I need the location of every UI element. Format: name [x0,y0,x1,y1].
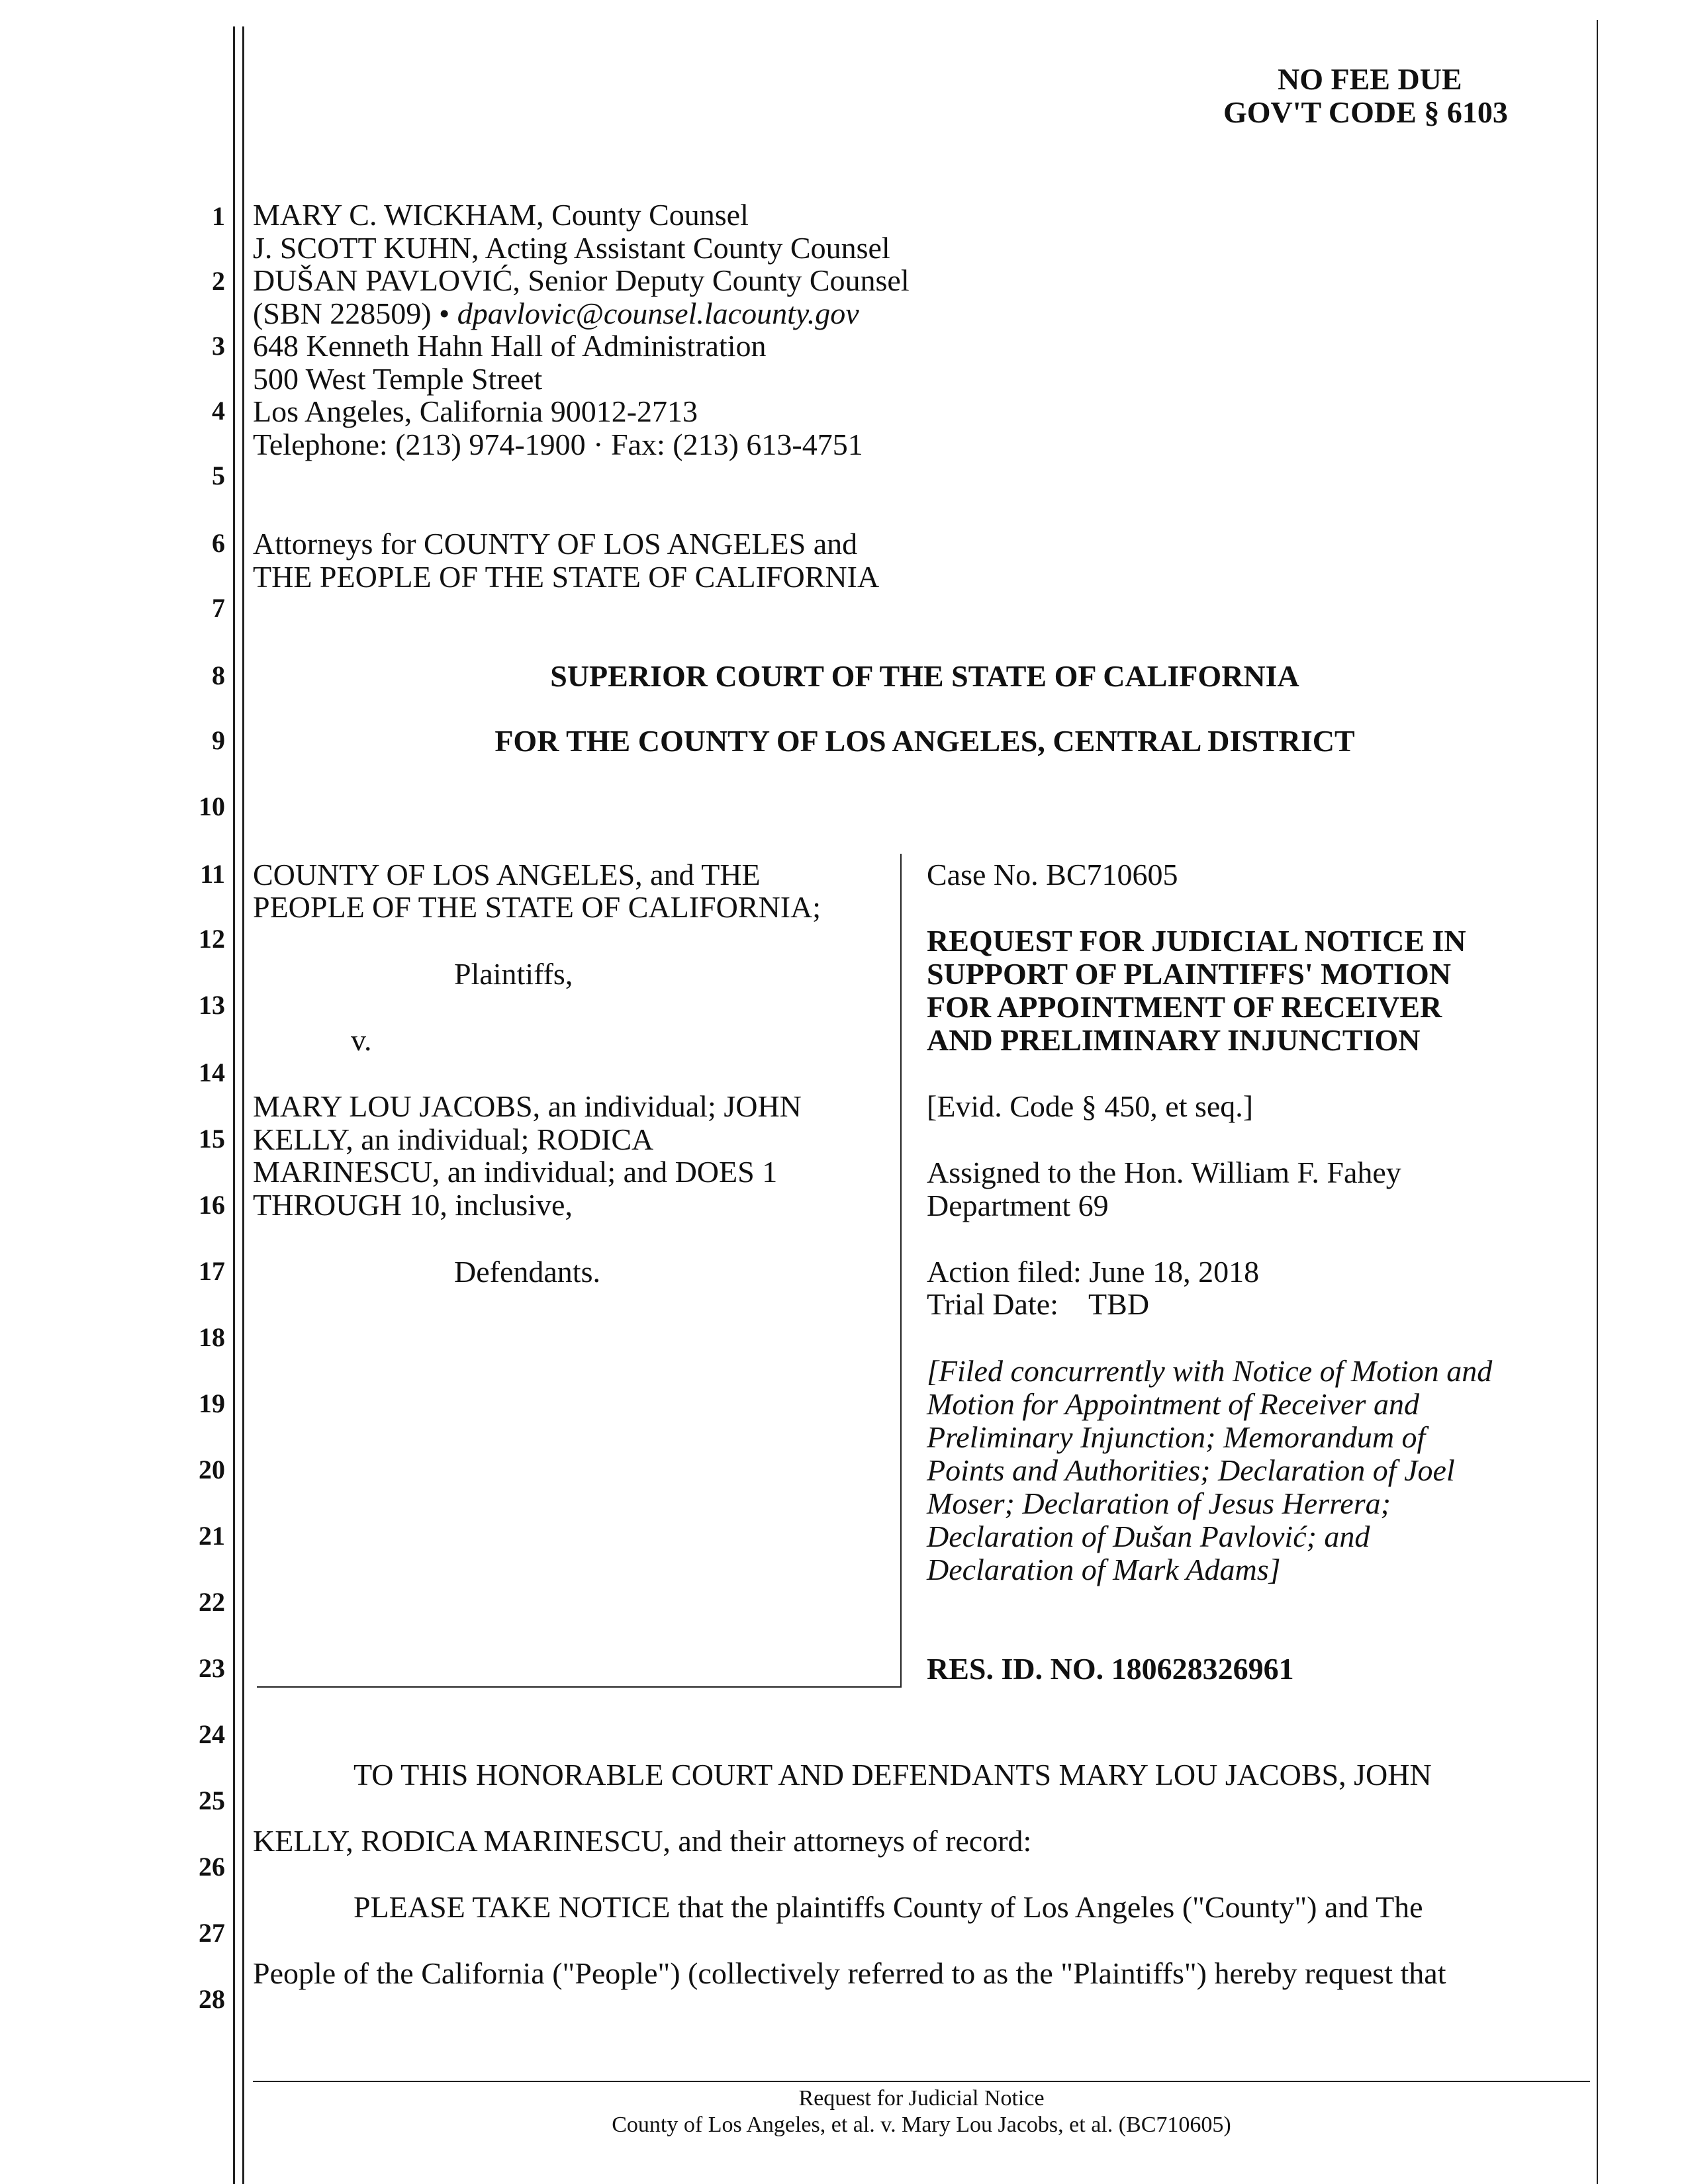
attorney-line: Telephone: (213) 974-1900 · Fax: (213) 613-4751 [253,428,863,461]
left-margin-rule-inner [242,26,244,2184]
attorney-email[interactable]: dpavlovic@counsel.lacounty.gov [457,296,859,330]
line-number: 18 [199,1322,225,1352]
case-number: Case No. BC710605 [927,858,1178,891]
line-number: 19 [199,1388,225,1418]
attorney-line: J. SCOTT KUHN, Acting Assistant County Counsel [253,231,890,265]
attorney-sbn: (SBN 228509) • [253,296,457,330]
body-paragraph-1-cont: KELLY, RODICA MARINESCU, and their attorneys of record: [253,1824,1032,1858]
footer-title: Request for Judicial Notice [798,2086,1045,2111]
body-paragraph-1: TO THIS HONORABLE COURT AND DEFENDANTS MARY LOU JACOBS, JOHN [353,1758,1432,1792]
line-number: 26 [199,1852,225,1882]
caption-bottom-rule [257,1686,902,1688]
line-number: 24 [199,1719,225,1749]
attorney-line: 648 Kenneth Hahn Hall of Administration [253,329,767,363]
assigned-judge: Assigned to the Hon. William F. Fahey [927,1156,1401,1189]
fee-notice-line1: NO FEE DUE [1278,62,1462,96]
line-number: 9 [212,725,225,755]
line-number: 23 [199,1653,225,1683]
line-number: 3 [212,331,225,361]
line-number: 5 [212,461,225,490]
line-number: 11 [200,859,225,889]
line-number: 15 [199,1124,225,1154]
footer-case: County of Los Angeles, et al. v. Mary Lou Jacobs, et al. (BC710605) [612,2113,1231,2137]
filed-concurrently: Declaration of Dušan Pavlović; and [927,1520,1370,1553]
line-number: 17 [199,1256,225,1286]
filed-concurrently: Declaration of Mark Adams] [927,1553,1281,1586]
evidence-code: [Evid. Code § 450, et seq.] [927,1089,1254,1123]
versus: v. [351,1023,372,1057]
line-number: 1 [212,201,225,231]
defendants-names: MARINESCU, an individual; and DOES 1 [253,1155,778,1189]
line-number: 16 [199,1190,225,1220]
filed-concurrently: Motion for Appointment of Receiver and [927,1387,1419,1421]
attorney-line: Los Angeles, California 90012-2713 [253,394,698,428]
document-title: SUPPORT OF PLAINTIFFS' MOTION [927,957,1451,991]
defendants-label: Defendants. [454,1255,600,1289]
attorneys-for-line: THE PEOPLE OF THE STATE OF CALIFORNIA [253,560,880,594]
filed-concurrently: [Filed concurrently with Notice of Motion and [927,1354,1493,1388]
line-number: 20 [199,1455,225,1484]
line-number: 14 [199,1058,225,1087]
court-district: FOR THE COUNTY OF LOS ANGELES, CENTRAL DISTRICT [494,724,1355,758]
line-number: 6 [212,528,225,558]
attorney-line: 500 West Temple Street [253,362,543,396]
line-number: 22 [199,1587,225,1617]
line-number: 27 [199,1918,225,1948]
attorney-sbn-line [253,297,859,330]
attorneys-for-line: Attorneys for COUNTY OF LOS ANGELES and [253,527,858,561]
line-number: 13 [199,990,225,1020]
line-number: 4 [212,396,225,426]
trial-date: Trial Date: TBD [927,1287,1150,1321]
attorney-line: MARY C. WICKHAM, County Counsel [253,198,749,232]
line-number: 10 [199,792,225,821]
line-number: 7 [212,593,225,623]
filed-concurrently: Preliminary Injunction; Memorandum of [927,1420,1426,1454]
document-title: FOR APPOINTMENT OF RECEIVER [927,990,1442,1024]
assigned-department: Department 69 [927,1189,1109,1222]
reservation-id: RES. ID. NO. 180628326961 [927,1652,1294,1686]
caption-column-rule [900,854,902,1688]
line-number: 12 [199,924,225,954]
defendants-names: MARY LOU JACOBS, an individual; JOHN [253,1089,802,1123]
document-title: REQUEST FOR JUDICIAL NOTICE IN [927,924,1466,958]
body-paragraph-2-cont: People of the California ("People") (collectively referred to as the "Plaintiffs") hereby request that [253,1956,1446,1990]
line-number: 25 [199,1786,225,1815]
action-filed: Action filed: June 18, 2018 [927,1255,1260,1289]
line-number: 2 [212,266,225,296]
document-title: AND PRELIMINARY INJUNCTION [927,1023,1421,1057]
line-number: 28 [199,1984,225,2014]
plaintiffs-label: Plaintiffs, [454,957,573,991]
line-number: 21 [199,1521,225,1551]
attorney-line: DUŠAN PAVLOVIĆ, Senior Deputy County Counsel [253,263,910,297]
defendants-names: THROUGH 10, inclusive, [253,1188,573,1222]
fee-notice-line2: GOV'T CODE § 6103 [1223,95,1508,129]
defendants-names: KELLY, an individual; RODICA [253,1122,654,1156]
body-paragraph-2: PLEASE TAKE NOTICE that the plaintiffs County of Los Angeles ("County") and The [353,1890,1423,1924]
line-number: 8 [212,660,225,690]
left-margin-rule-outer [233,26,235,2184]
filed-concurrently: Points and Authorities; Declaration of Joel [927,1453,1455,1487]
plaintiffs-names: PEOPLE OF THE STATE OF CALIFORNIA; [253,890,821,924]
footer-rule [253,2081,1590,2082]
filed-concurrently: Moser; Declaration of Jesus Herrera; [927,1486,1391,1520]
plaintiffs-names: COUNTY OF LOS ANGELES, and THE [253,858,761,891]
court-name: SUPERIOR COURT OF THE STATE OF CALIFORNIA [550,659,1299,693]
right-margin-rule [1597,20,1598,2184]
